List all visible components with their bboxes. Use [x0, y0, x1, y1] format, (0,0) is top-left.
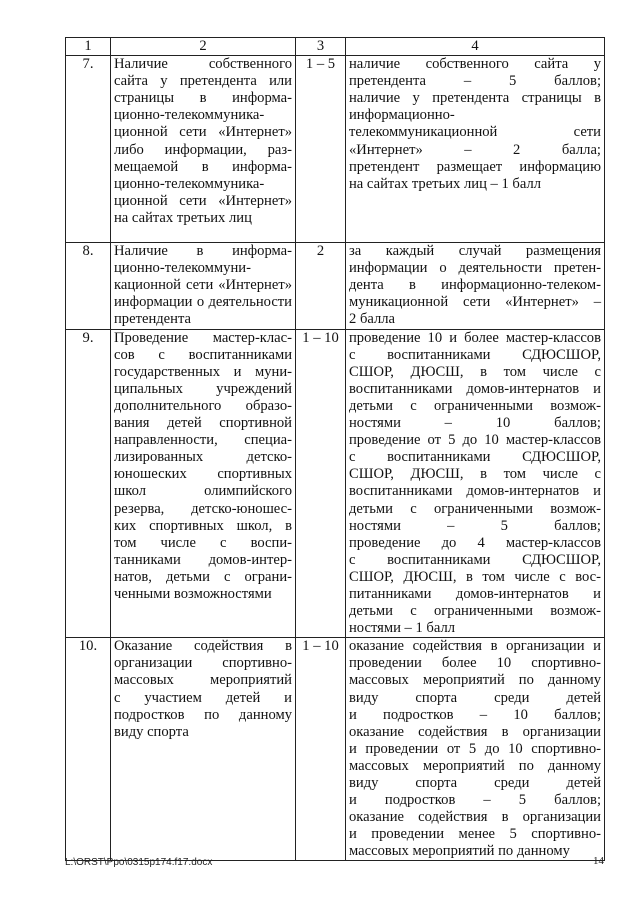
text-line: воспитанниками домов-интернатов и	[349, 483, 601, 500]
text-line: лизированных детско-	[114, 449, 292, 466]
text-line: претендента	[114, 311, 191, 328]
description-cell	[346, 329, 605, 638]
text-line: кационной сети «Интернет»	[114, 277, 292, 294]
text-line: либо информации, раз-	[114, 141, 292, 158]
text-line: и подростков – 5 баллов;	[349, 792, 601, 809]
text-line: виду спорта среди детей	[349, 775, 601, 791]
text-line: претендента – 5 баллов;	[349, 73, 601, 90]
text-line: проведение 10 и более мастер-классов	[349, 329, 601, 346]
text-line: организации спортивно-	[114, 655, 292, 672]
row-number: 7.	[66, 56, 111, 243]
text-line: СШОР, ДЮСШ, в том числе с	[349, 363, 601, 380]
description-cell	[346, 638, 605, 861]
text-line: ченными возможностями	[114, 585, 272, 602]
table-row	[66, 243, 605, 329]
text-line: на сайтах третьих лиц – 1 балл	[349, 175, 542, 192]
text-line: муникационной сети «Интернет» –	[349, 294, 601, 311]
header-cell-2: 2	[111, 38, 296, 56]
text-line: оказание содействия в организации и	[349, 638, 601, 655]
text-line: «Интернет» – 2 балла;	[349, 141, 601, 158]
table-header-row	[66, 38, 605, 56]
text-line: государственных и муни-	[114, 363, 292, 380]
text-line: страницы в информа-	[114, 90, 292, 107]
text-line: детьми с ограниченными возмож-	[349, 397, 601, 414]
text-line: оказание содействия в организации	[349, 809, 601, 826]
text-line: ностями – 5 баллов;	[349, 517, 601, 534]
text-line: воспитанниками домов-интернатов и	[349, 380, 601, 397]
text-line: виду спорта	[114, 723, 189, 740]
text-line: 2 балла	[349, 311, 396, 328]
text-line: массовых мероприятий	[114, 672, 292, 689]
text-line: наличие у претендента страницы в	[349, 90, 601, 107]
header-cell-1: 1	[66, 38, 111, 56]
text-line: ципальных учреждений	[114, 380, 292, 397]
text-line: том числе с воспи-	[114, 534, 292, 551]
text-line: информации о деятельности претен-	[349, 260, 601, 277]
row-number: 10.	[66, 638, 111, 861]
description-cell	[346, 243, 605, 329]
text-line: дополнительного образо-	[114, 397, 292, 414]
description-cell	[346, 56, 605, 243]
criterion-cell	[111, 638, 296, 861]
text-line: ционной сети «Интернет»	[114, 192, 292, 209]
text-line: ностями – 10 баллов;	[349, 415, 601, 432]
text-line: Наличие в информа-	[114, 243, 292, 260]
text-line: массовых мероприятий по данному	[349, 757, 601, 774]
text-line: СШОР, ДЮСШ, в том числе с вос-	[349, 568, 601, 585]
text-line: подростков по данному	[114, 706, 292, 723]
text-line: с воспитанниками СДЮСШОР,	[349, 346, 601, 363]
table-row	[66, 638, 605, 861]
text-line: Наличие собственного	[114, 56, 292, 73]
score-cell: 1 – 10	[296, 329, 346, 638]
text-line: наличие собственного сайта у	[349, 56, 601, 73]
text-line: танниками домов-интер-	[114, 551, 292, 568]
score-cell: 2	[296, 243, 346, 329]
text-line: мещаемой в информа-	[114, 158, 292, 175]
criterion-cell	[111, 329, 296, 638]
text-line: сов с воспитанниками	[114, 346, 292, 363]
text-line: натов, детьми с ограни-	[114, 568, 292, 585]
text-line: дента в информационно-телеком-	[349, 277, 601, 294]
criteria-table	[65, 37, 605, 861]
text-line: массовых мероприятий по данному	[349, 672, 601, 689]
text-line: ционно-телекоммуника-	[114, 175, 265, 192]
text-line: проведение от 5 до 10 мастер-классов	[349, 432, 601, 449]
text-line: информации о деятельности	[114, 294, 292, 311]
text-line: сайта у претендента или	[114, 73, 292, 90]
text-line: Проведение мастер-клас-	[114, 329, 292, 346]
text-line: питанниками домов-интернатов и	[349, 585, 601, 602]
text-line: ностями – 1 балл	[349, 620, 456, 637]
text-line: и проведении от 5 до 10 спортивно-	[349, 740, 601, 757]
text-line: на сайтах третьих лиц	[114, 209, 252, 226]
text-line: информационно-	[349, 107, 455, 124]
table-row	[66, 329, 605, 638]
text-line: проведении более 10 спортивно-	[349, 655, 601, 672]
row-number: 8.	[66, 243, 111, 329]
header-cell-4: 4	[346, 38, 605, 56]
text-line: ких спортивных школ, в	[114, 517, 292, 534]
row-number: 9.	[66, 329, 111, 638]
text-line: ционно-телекоммуника-	[114, 107, 265, 124]
text-line: телекоммуникационной сети	[349, 124, 601, 141]
text-line: детьми с ограниченными возмож-	[349, 500, 601, 517]
text-line: и подростков – 10 баллов;	[349, 706, 601, 723]
text-line: направленности, специа-	[114, 432, 292, 449]
text-line: детьми с ограниченными возмож-	[349, 603, 601, 620]
text-line: Оказание содействия в	[114, 638, 292, 655]
text-line: проведение до 4 мастер-классов	[349, 534, 601, 551]
text-line: с воспитанниками СДЮСШОР,	[349, 449, 601, 466]
text-line: за каждый случай размещения	[349, 243, 601, 260]
text-line: вания детей спортивной	[114, 415, 292, 432]
text-line: с воспитанниками СДЮСШОР,	[349, 551, 601, 568]
criterion-cell	[111, 243, 296, 329]
text-line: массовых мероприятий по данному	[349, 843, 570, 860]
score-cell: 1 – 10	[296, 638, 346, 861]
criterion-cell	[111, 56, 296, 243]
text-line: претендент размещает информацию	[349, 158, 601, 175]
text-line: резерва, детско-юношес-	[114, 500, 292, 517]
page-number: 14	[593, 855, 604, 867]
text-line: оказание содействия в организации	[349, 723, 601, 740]
text-line: с участием детей и	[114, 689, 292, 706]
text-line: ционной сети «Интернет»	[114, 124, 292, 141]
text-line: СШОР, ДЮСШ, в том числе с	[349, 466, 601, 483]
score-cell: 1 – 5	[296, 56, 346, 243]
text-line: школ олимпийского	[114, 483, 292, 500]
text-line: юношеских спортивных	[114, 466, 292, 483]
text-line: и проведении менее 5 спортивно-	[349, 826, 601, 843]
text-line: виду спорта среди детей	[349, 689, 601, 706]
table-row	[66, 56, 605, 243]
text-line: ционно-телекоммуни-	[114, 260, 251, 277]
header-cell-3: 3	[296, 38, 346, 56]
footer-file-path: L:\ORST\Ppo\0315p174.f17.docx	[65, 857, 213, 868]
